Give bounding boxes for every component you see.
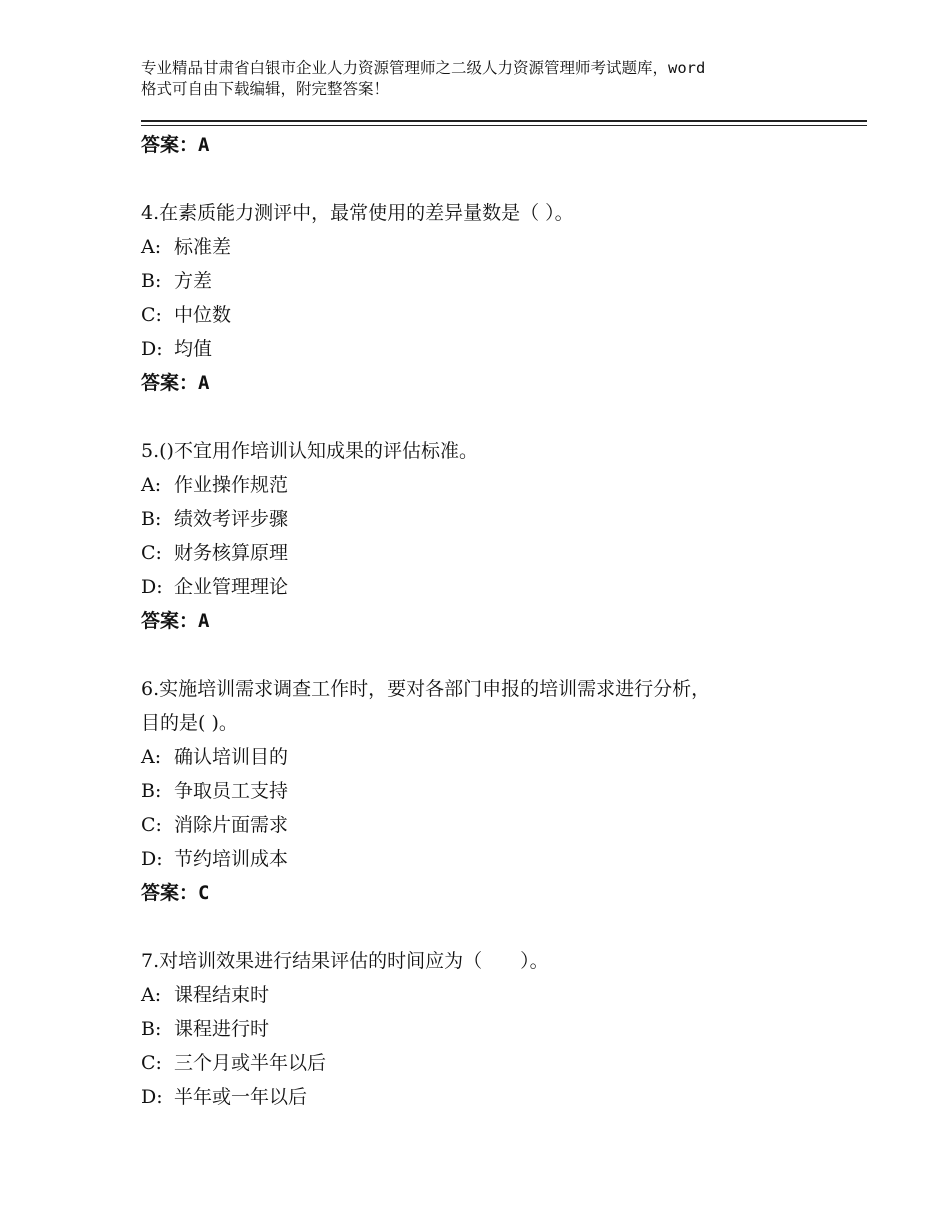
- option-letter: B:: [141, 508, 162, 530]
- option-text: 财务核算原理: [174, 542, 289, 564]
- option-text: 均值: [174, 338, 213, 360]
- answer-line: [141, 876, 861, 910]
- option-letter: A:: [141, 474, 162, 496]
- option-c: [141, 1046, 861, 1080]
- option-text: 半年或一年以后: [174, 1086, 308, 1108]
- option-text: 三个月或半年以后: [174, 1052, 327, 1074]
- answer-label: 答案：: [141, 610, 199, 632]
- question-list: [141, 128, 861, 1114]
- header-title-line-2: 格式可自由下载编辑，附完整答案！: [141, 80, 390, 98]
- option-c: [141, 808, 861, 842]
- option-text: 企业管理理论: [174, 576, 289, 598]
- answer-label: 答案：: [141, 134, 199, 156]
- question-text: 5.()不宜用作培训认知成果的评估标准。: [141, 440, 478, 462]
- answer-value: A: [198, 372, 210, 394]
- header-rule-thick: [141, 120, 867, 122]
- question-text: 7.对培训效果进行结果评估的时间应为（ ）。: [141, 950, 549, 972]
- option-letter: D:: [141, 576, 163, 598]
- question-text-continued: 目的是( )。: [141, 712, 238, 734]
- option-b: [141, 774, 861, 808]
- option-text: 标准差: [174, 236, 232, 258]
- answer-line: [141, 604, 861, 638]
- option-text: 消除片面需求: [174, 814, 289, 836]
- question-item: [141, 672, 861, 910]
- answer-value: A: [198, 610, 210, 632]
- document-header: [141, 58, 841, 100]
- header-title-line-1: 专业精品甘肃省白银市企业人力资源管理师之二级人力资源管理师考试题库，word: [141, 59, 706, 77]
- option-text: 课程进行时: [174, 1018, 270, 1040]
- answer-value: C: [198, 882, 210, 904]
- option-a: [141, 978, 861, 1012]
- question-text: 4.在素质能力测评中，最常使用的差异量数是（ ）。: [141, 202, 574, 224]
- option-letter: C:: [141, 1052, 162, 1074]
- option-letter: D:: [141, 848, 163, 870]
- option-text: 作业操作规范: [174, 474, 289, 496]
- option-a: [141, 468, 861, 502]
- option-d: [141, 1080, 861, 1114]
- option-letter: D:: [141, 1086, 163, 1108]
- option-text: 课程结束时: [174, 984, 270, 1006]
- option-letter: B:: [141, 270, 162, 292]
- option-c: [141, 536, 861, 570]
- option-letter: D:: [141, 338, 163, 360]
- option-letter: B:: [141, 1018, 162, 1040]
- header-rule-thin: [141, 125, 867, 126]
- question-item: [141, 434, 861, 638]
- option-b: [141, 502, 861, 536]
- option-b: [141, 264, 861, 298]
- option-d: [141, 842, 861, 876]
- question-text: 6.实施培训需求调查工作时，要对各部门申报的培训需求进行分析，: [141, 678, 711, 700]
- answer-label: 答案：: [141, 882, 199, 904]
- answer-line: [141, 366, 861, 400]
- option-text: 方差: [174, 270, 213, 292]
- question-item: [141, 196, 861, 400]
- answer-line: [141, 128, 861, 162]
- option-d: [141, 570, 861, 604]
- option-letter: A:: [141, 746, 162, 768]
- answer-value: A: [198, 134, 210, 156]
- option-letter: A:: [141, 236, 162, 258]
- option-b: [141, 1012, 861, 1046]
- option-text: 争取员工支持: [174, 780, 289, 802]
- option-text: 中位数: [174, 304, 232, 326]
- option-d: [141, 332, 861, 366]
- answer-label: 答案：: [141, 372, 199, 394]
- option-a: [141, 740, 861, 774]
- option-letter: C:: [141, 304, 162, 326]
- option-text: 确认培训目的: [174, 746, 289, 768]
- option-text: 节约培训成本: [174, 848, 289, 870]
- option-letter: C:: [141, 542, 162, 564]
- option-c: [141, 298, 861, 332]
- option-letter: A:: [141, 984, 162, 1006]
- option-a: [141, 230, 861, 264]
- option-letter: C:: [141, 814, 162, 836]
- option-text: 绩效考评步骤: [174, 508, 289, 530]
- option-letter: B:: [141, 780, 162, 802]
- question-item: [141, 944, 861, 1114]
